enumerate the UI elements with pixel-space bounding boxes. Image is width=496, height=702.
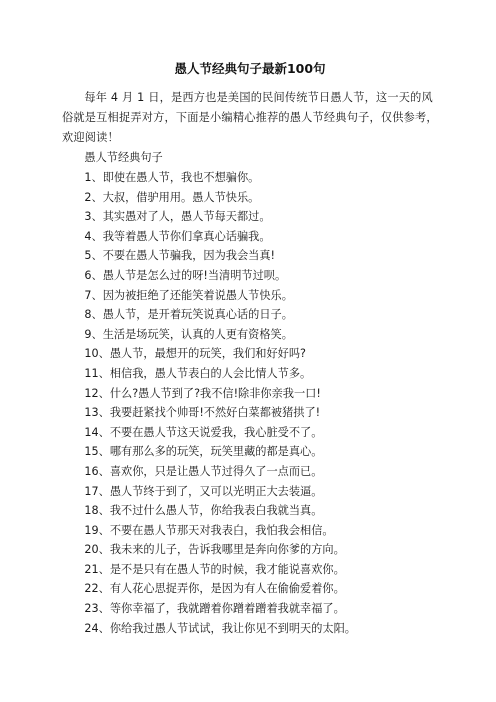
list-item: 23、等你幸福了，我就蹭着你蹭着蹭着我就幸福了。 bbox=[84, 602, 345, 616]
list-item: 13、我要赶紧找个帅哥!不然好白菜都被猪拱了! bbox=[84, 406, 321, 420]
list-item: 9、生活是场玩笑，认真的人更有资格笑。 bbox=[84, 327, 293, 341]
list-item: 1、即使在愚人节，我也不想骗你。 bbox=[84, 171, 260, 184]
list-item: 19、不要在愚人节那天对我表白，我怕我会相信。 bbox=[84, 523, 334, 537]
intro-paragraph: 每年 4 月 1 日，是西方也是美国的民间传统节日愚人节，这一天的风俗就是互相捉弄对方，下面是小编精心推荐的愚人节经典句子，仅供参考，欢迎阅读！ bbox=[62, 91, 438, 144]
list-item: 24、你给我过愚人节试试，我让你见不到明天的太阳。 bbox=[84, 621, 356, 635]
list-item: 14、不要在愚人节这天说爱我，我心脏受不了。 bbox=[84, 425, 323, 439]
list-item: 18、我不过什么愚人节，你给我表白我就当真。 bbox=[84, 504, 323, 518]
list-item: 3、其实愚对了人，愚人节每天都过。 bbox=[84, 210, 271, 224]
list-item: 4、我等着愚人节你们拿真心话骗我。 bbox=[84, 229, 271, 243]
list-item: 2、大叔，借驴用用。愚人节快乐。 bbox=[84, 190, 260, 204]
list-item: 11、相信我，愚人节表白的人会比情人节多。 bbox=[84, 366, 312, 380]
list-item: 22、有人花心思捉弄你，是因为有人在偷偷爱着你。 bbox=[84, 582, 345, 596]
list-item: 6、愚人节是怎么过的呀!当清明节过呗。 bbox=[84, 268, 287, 282]
list-item: 7、因为被拒绝了还能笑着说愚人节快乐。 bbox=[84, 288, 293, 302]
list-item: 12、什么?愚人节到了?我不信!除非你亲我一口! bbox=[84, 386, 321, 400]
list-item: 16、喜欢你，只是让愚人节过得久了一点而已。 bbox=[84, 464, 323, 478]
quote-list bbox=[62, 168, 438, 638]
list-item: 21、是不是只有在愚人节的时候，我才能说喜欢你。 bbox=[84, 562, 345, 576]
list-item: 8、愚人节，是开着玩笑说真心话的日子。 bbox=[84, 308, 293, 322]
list-item: 15、哪有那么多的玩笑，玩笑里藏的都是真心。 bbox=[84, 445, 323, 459]
list-item: 10、愚人节，最想开的玩笑，我们和好好吗? bbox=[84, 347, 306, 361]
list-item: 20、我未来的儿子，告诉我哪里是奔向你爹的方向。 bbox=[84, 543, 345, 557]
document-title: 愚人节经典句子最新100句 bbox=[174, 61, 326, 76]
list-item: 5、不要在愚人节骗我，因为我会当真! bbox=[84, 249, 275, 263]
list-item: 17、愚人节终于到了，又可以光明正大去装逼。 bbox=[84, 484, 323, 498]
section-heading: 愚人节经典句子 bbox=[84, 151, 163, 164]
